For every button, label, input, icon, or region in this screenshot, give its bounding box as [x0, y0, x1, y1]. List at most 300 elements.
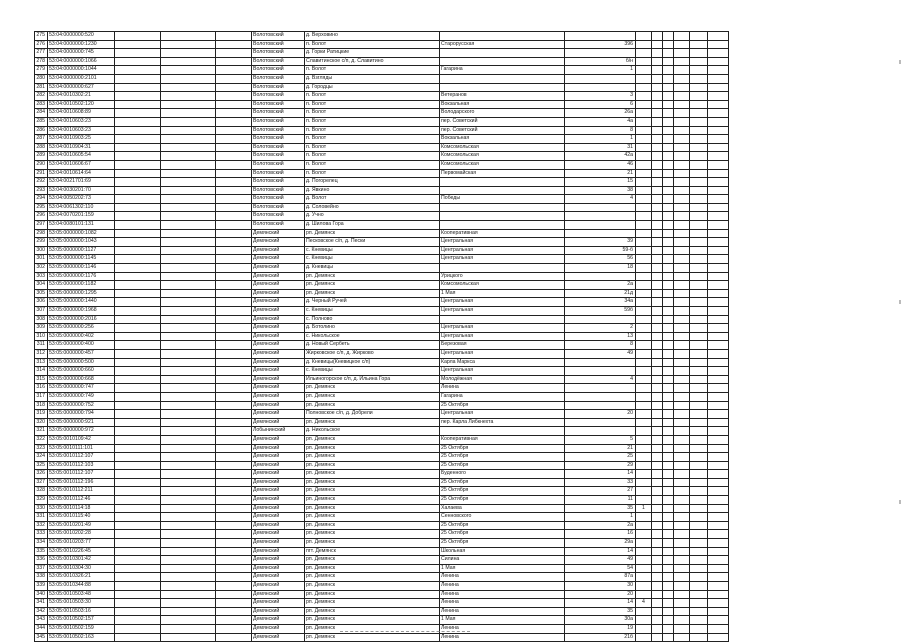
empty-cell	[216, 590, 252, 599]
street-cell: 25 Октября	[440, 453, 565, 462]
empty-cell	[115, 478, 161, 487]
empty-cell	[652, 178, 663, 187]
table-row	[35, 315, 729, 324]
cadastral-number-cell: 53:04:0000000:1066	[48, 57, 115, 66]
empty-cell	[115, 135, 161, 144]
row-number-cell: 284	[35, 109, 48, 118]
empty-cell	[115, 203, 161, 212]
empty-cell	[652, 427, 663, 436]
empty-cell	[690, 57, 708, 66]
empty-cell	[216, 427, 252, 436]
empty-cell	[663, 633, 674, 642]
row-number-cell: 336	[35, 556, 48, 565]
empty-cell	[652, 307, 663, 316]
empty-cell	[690, 160, 708, 169]
empty-cell	[674, 117, 690, 126]
empty-cell	[663, 539, 674, 548]
empty-cell	[161, 624, 216, 633]
empty-cell	[674, 143, 690, 152]
empty-cell	[674, 57, 690, 66]
empty-cell	[161, 599, 216, 608]
empty-cell	[708, 470, 729, 479]
table-row	[35, 264, 729, 273]
cadastral-number-cell: 53:05:0000000:660	[48, 367, 115, 376]
empty-cell	[663, 418, 674, 427]
empty-cell	[652, 152, 663, 161]
house-number-cell	[565, 427, 636, 436]
cadastral-number-cell: 53:05:0010112:107	[48, 453, 115, 462]
building-cell: 4	[636, 599, 652, 608]
cadastral-number-cell: 53:04:0010502:120	[48, 100, 115, 109]
empty-cell	[674, 341, 690, 350]
settlement-cell: д. Черный Ручей	[305, 298, 440, 307]
empty-cell	[161, 264, 216, 273]
empty-cell	[674, 298, 690, 307]
empty-cell	[161, 375, 216, 384]
district-cell: Демянский	[252, 435, 305, 444]
house-number-cell: 49	[565, 349, 636, 358]
empty-cell	[115, 178, 161, 187]
empty-cell	[708, 66, 729, 75]
house-number-cell: 26а	[565, 109, 636, 118]
table-row	[35, 117, 729, 126]
house-number-cell: 21	[565, 169, 636, 178]
settlement-cell: п. Волот	[305, 66, 440, 75]
row-number-cell: 306	[35, 298, 48, 307]
empty-cell	[115, 281, 161, 290]
empty-cell	[216, 478, 252, 487]
empty-cell	[216, 315, 252, 324]
building-cell	[636, 298, 652, 307]
empty-cell	[161, 616, 216, 625]
empty-cell	[708, 539, 729, 548]
building-cell	[636, 573, 652, 582]
district-cell: Волотовский	[252, 66, 305, 75]
row-number-cell: 335	[35, 547, 48, 556]
empty-cell	[663, 229, 674, 238]
empty-cell	[674, 289, 690, 298]
empty-cell	[216, 100, 252, 109]
empty-cell	[690, 496, 708, 505]
settlement-cell: п. Волот	[305, 92, 440, 101]
empty-cell	[690, 453, 708, 462]
house-number-cell: 39	[565, 238, 636, 247]
house-number-cell: 16	[565, 530, 636, 539]
empty-cell	[708, 633, 729, 642]
street-cell: Комсомольская	[440, 152, 565, 161]
street-cell: Центральная	[440, 246, 565, 255]
empty-cell	[663, 530, 674, 539]
empty-cell	[115, 92, 161, 101]
empty-cell	[216, 564, 252, 573]
street-cell: Центральная	[440, 255, 565, 264]
empty-cell	[708, 573, 729, 582]
empty-cell	[216, 66, 252, 75]
empty-cell	[708, 375, 729, 384]
empty-cell	[115, 195, 161, 204]
empty-cell	[690, 332, 708, 341]
empty-cell	[115, 521, 161, 530]
empty-cell	[663, 453, 674, 462]
cadastral-number-cell: 53:05:0010112:107	[48, 470, 115, 479]
row-number-cell: 277	[35, 49, 48, 58]
empty-cell	[708, 126, 729, 135]
empty-cell	[663, 135, 674, 144]
street-cell: 1 Мая	[440, 289, 565, 298]
empty-cell	[216, 152, 252, 161]
empty-cell	[690, 461, 708, 470]
empty-cell	[216, 126, 252, 135]
district-cell: Демянский	[252, 238, 305, 247]
table-row	[35, 367, 729, 376]
building-cell	[636, 40, 652, 49]
building-cell	[636, 487, 652, 496]
row-number-cell: 322	[35, 435, 48, 444]
cadastral-number-cell: 53:05:0000000:921	[48, 418, 115, 427]
street-cell: пер. Советский	[440, 126, 565, 135]
empty-cell	[216, 435, 252, 444]
house-number-cell	[565, 384, 636, 393]
empty-cell	[690, 607, 708, 616]
empty-cell	[652, 564, 663, 573]
empty-cell	[216, 178, 252, 187]
empty-cell	[115, 513, 161, 522]
empty-cell	[652, 143, 663, 152]
row-number-cell: 297	[35, 221, 48, 230]
empty-cell	[674, 375, 690, 384]
table-row	[35, 32, 729, 41]
empty-cell	[115, 57, 161, 66]
district-cell: Демянский	[252, 590, 305, 599]
cadastral-number-cell: 53:05:0000000:1127	[48, 246, 115, 255]
empty-cell	[674, 401, 690, 410]
settlement-cell: д. Никольское	[305, 427, 440, 436]
empty-cell	[663, 349, 674, 358]
empty-cell	[161, 255, 216, 264]
empty-cell	[161, 92, 216, 101]
empty-cell	[663, 66, 674, 75]
settlement-cell: п. Волот	[305, 152, 440, 161]
scan-edge-mark	[899, 60, 901, 64]
empty-cell	[674, 487, 690, 496]
street-cell	[440, 74, 565, 83]
district-cell: Волотовский	[252, 186, 305, 195]
empty-cell	[652, 539, 663, 548]
empty-cell	[674, 384, 690, 393]
street-cell: Центральная	[440, 410, 565, 419]
empty-cell	[663, 375, 674, 384]
empty-cell	[115, 289, 161, 298]
house-number-cell: 35	[565, 607, 636, 616]
empty-cell	[652, 109, 663, 118]
register-table	[34, 31, 729, 642]
empty-cell	[652, 607, 663, 616]
row-number-cell: 285	[35, 117, 48, 126]
district-cell: Демянский	[252, 453, 305, 462]
building-cell	[636, 539, 652, 548]
street-cell: Молодёжная	[440, 375, 565, 384]
empty-cell	[674, 324, 690, 333]
empty-cell	[652, 74, 663, 83]
settlement-cell: п. Волот	[305, 169, 440, 178]
empty-cell	[708, 358, 729, 367]
building-cell	[636, 633, 652, 642]
settlement-cell: рп. Демянск	[305, 633, 440, 642]
settlement-cell: рп. Демянск	[305, 590, 440, 599]
house-number-cell: 3	[565, 92, 636, 101]
table-row	[35, 246, 729, 255]
cadastral-number-cell: 53:04:0000000:1230	[48, 40, 115, 49]
empty-cell	[115, 590, 161, 599]
empty-cell	[652, 633, 663, 642]
empty-cell	[216, 40, 252, 49]
empty-cell	[674, 521, 690, 530]
empty-cell	[216, 453, 252, 462]
cadastral-number-cell: 53:05:0010503:48	[48, 590, 115, 599]
cadastral-number-cell: 53:05:0000000:400	[48, 341, 115, 350]
empty-cell	[708, 521, 729, 530]
empty-cell	[708, 246, 729, 255]
cadastral-number-cell: 53:05:0000000:256	[48, 324, 115, 333]
empty-cell	[690, 298, 708, 307]
empty-cell	[674, 152, 690, 161]
empty-cell	[115, 547, 161, 556]
empty-cell	[115, 160, 161, 169]
cadastral-number-cell: 53:05:0000000:402	[48, 332, 115, 341]
empty-cell	[652, 341, 663, 350]
empty-cell	[115, 487, 161, 496]
row-number-cell: 304	[35, 281, 48, 290]
empty-cell	[161, 582, 216, 591]
empty-cell	[674, 40, 690, 49]
cadastral-number-cell: 53:05:0010112:46	[48, 496, 115, 505]
row-number-cell: 279	[35, 66, 48, 75]
house-number-cell: 34а	[565, 298, 636, 307]
settlement-cell: рп. Демянск	[305, 272, 440, 281]
empty-cell	[115, 392, 161, 401]
empty-cell	[663, 32, 674, 41]
empty-cell	[690, 349, 708, 358]
cadastral-number-cell: 53:04:0000000:627	[48, 83, 115, 92]
empty-cell	[708, 392, 729, 401]
district-cell: Волотовский	[252, 57, 305, 66]
cadastral-number-cell: 53:04:0000000:520	[48, 32, 115, 41]
cadastral-number-cell: 53:04:0010606:67	[48, 160, 115, 169]
district-cell: Волотовский	[252, 195, 305, 204]
empty-cell	[161, 418, 216, 427]
empty-cell	[161, 238, 216, 247]
empty-cell	[663, 186, 674, 195]
row-number-cell: 337	[35, 564, 48, 573]
empty-cell	[708, 221, 729, 230]
empty-cell	[708, 298, 729, 307]
house-number-cell	[565, 203, 636, 212]
settlement-cell: рп. Демянск	[305, 461, 440, 470]
row-number-cell: 327	[35, 478, 48, 487]
settlement-cell: пгт. Демянск	[305, 547, 440, 556]
settlement-cell: Ильиногорское с/п, д. Ильина Гора	[305, 375, 440, 384]
empty-cell	[115, 332, 161, 341]
building-cell	[636, 401, 652, 410]
row-number-cell: 321	[35, 427, 48, 436]
empty-cell	[652, 401, 663, 410]
empty-cell	[690, 435, 708, 444]
cadastral-number-cell: 53:05:0000000:2016	[48, 315, 115, 324]
street-cell: 25 Октября	[440, 478, 565, 487]
building-cell	[636, 49, 652, 58]
empty-cell	[216, 92, 252, 101]
house-number-cell	[565, 358, 636, 367]
empty-cell	[161, 539, 216, 548]
settlement-cell: рп. Демянск	[305, 418, 440, 427]
table-row	[35, 573, 729, 582]
row-number-cell: 334	[35, 539, 48, 548]
street-cell: Карла Маркса	[440, 358, 565, 367]
building-cell	[636, 556, 652, 565]
empty-cell	[690, 83, 708, 92]
settlement-cell: рп. Демянск	[305, 504, 440, 513]
cadastral-number-cell: 53:05:0010114:18	[48, 504, 115, 513]
district-cell: Демянский	[252, 401, 305, 410]
empty-cell	[115, 40, 161, 49]
settlement-cell: Славитинское с/п, д. Славитино	[305, 57, 440, 66]
empty-cell	[674, 349, 690, 358]
settlement-cell: д. Явкино	[305, 186, 440, 195]
empty-cell	[216, 410, 252, 419]
table-row	[35, 358, 729, 367]
empty-cell	[161, 564, 216, 573]
empty-cell	[115, 221, 161, 230]
street-cell: Кооперативная	[440, 435, 565, 444]
empty-cell	[663, 496, 674, 505]
table-row	[35, 504, 729, 513]
street-cell	[440, 221, 565, 230]
table-row	[35, 496, 729, 505]
building-cell	[636, 478, 652, 487]
empty-cell	[161, 57, 216, 66]
cadastral-number-cell: 53:05:0000000:1145	[48, 255, 115, 264]
cadastral-number-cell: 53:04:0000000:2101	[48, 74, 115, 83]
table-row	[35, 427, 729, 436]
empty-cell	[708, 367, 729, 376]
empty-cell	[652, 478, 663, 487]
district-cell: Волотовский	[252, 92, 305, 101]
street-cell: Ленина	[440, 573, 565, 582]
table-row	[35, 195, 729, 204]
empty-cell	[674, 195, 690, 204]
street-cell: Комсомольская	[440, 160, 565, 169]
building-cell	[636, 195, 652, 204]
building-cell	[636, 74, 652, 83]
empty-cell	[652, 547, 663, 556]
empty-cell	[708, 504, 729, 513]
empty-cell	[161, 633, 216, 642]
empty-cell	[690, 195, 708, 204]
empty-cell	[663, 367, 674, 376]
cadastral-number-cell: 53:05:0010201:49	[48, 521, 115, 530]
building-cell	[636, 143, 652, 152]
empty-cell	[690, 152, 708, 161]
building-cell	[636, 496, 652, 505]
empty-cell	[663, 478, 674, 487]
empty-cell	[708, 143, 729, 152]
empty-cell	[690, 212, 708, 221]
cadastral-number-cell: 53:05:0010109:42	[48, 435, 115, 444]
empty-cell	[690, 547, 708, 556]
house-number-cell	[565, 418, 636, 427]
district-cell: Волотовский	[252, 32, 305, 41]
house-number-cell: 42а	[565, 152, 636, 161]
empty-cell	[663, 315, 674, 324]
empty-cell	[663, 57, 674, 66]
empty-cell	[690, 74, 708, 83]
house-number-cell	[565, 401, 636, 410]
district-cell: Волотовский	[252, 169, 305, 178]
empty-cell	[708, 203, 729, 212]
district-cell: Демянский	[252, 624, 305, 633]
street-cell	[440, 203, 565, 212]
empty-cell	[663, 324, 674, 333]
table-row	[35, 186, 729, 195]
empty-cell	[216, 143, 252, 152]
settlement-cell: рп. Демянск	[305, 564, 440, 573]
building-cell	[636, 410, 652, 419]
empty-cell	[161, 152, 216, 161]
district-cell: Демянский	[252, 418, 305, 427]
street-cell: 1 Мая	[440, 616, 565, 625]
empty-cell	[652, 624, 663, 633]
cadastral-number-cell: 53:05:0000000:1968	[48, 307, 115, 316]
house-number-cell: 56	[565, 255, 636, 264]
building-cell	[636, 66, 652, 75]
table-row	[35, 178, 729, 187]
empty-cell	[216, 341, 252, 350]
house-number-cell: 11	[565, 496, 636, 505]
house-number-cell: 35	[565, 504, 636, 513]
district-cell: Волотовский	[252, 117, 305, 126]
empty-cell	[161, 281, 216, 290]
cadastral-number-cell: 53:04:0010302:21	[48, 92, 115, 101]
empty-cell	[216, 281, 252, 290]
empty-cell	[690, 100, 708, 109]
empty-cell	[115, 616, 161, 625]
settlement-cell: д. Шилова Гора	[305, 221, 440, 230]
building-cell	[636, 582, 652, 591]
cadastral-number-cell: 53:05:0000000:1082	[48, 229, 115, 238]
empty-cell	[161, 195, 216, 204]
empty-cell	[690, 289, 708, 298]
row-number-cell: 303	[35, 272, 48, 281]
empty-cell	[674, 109, 690, 118]
building-cell	[636, 453, 652, 462]
empty-cell	[652, 410, 663, 419]
empty-cell	[708, 32, 729, 41]
district-cell: Демянский	[252, 246, 305, 255]
table-row	[35, 470, 729, 479]
house-number-cell: 14	[565, 547, 636, 556]
empty-cell	[652, 32, 663, 41]
house-number-cell	[565, 229, 636, 238]
empty-cell	[652, 160, 663, 169]
empty-cell	[674, 66, 690, 75]
building-cell	[636, 418, 652, 427]
settlement-cell: рп. Демянск	[305, 392, 440, 401]
district-cell: Демянский	[252, 513, 305, 522]
empty-cell	[708, 255, 729, 264]
empty-cell	[690, 341, 708, 350]
empty-cell	[708, 401, 729, 410]
street-cell: Гагарина	[440, 392, 565, 401]
